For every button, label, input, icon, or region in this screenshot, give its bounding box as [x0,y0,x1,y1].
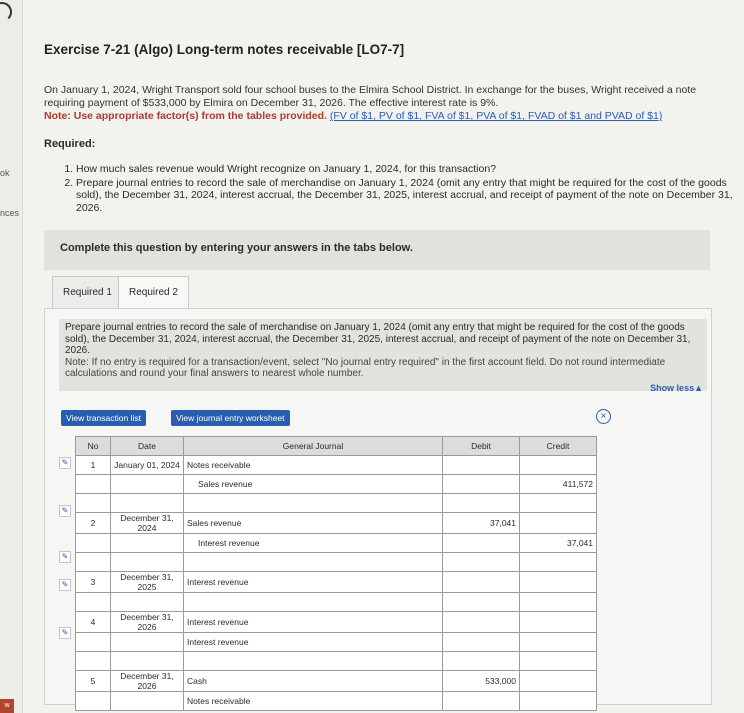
credit-field[interactable]: 37,041 [520,534,597,553]
table-row [76,652,597,671]
loading-ring-icon [0,2,12,22]
close-icon[interactable]: × [596,409,611,424]
answer-panel [44,308,712,705]
account-field[interactable]: Notes receivable [184,456,443,475]
intro-text: On January 1, 2024, Wright Transport sold four school buses to the Elmira School District. In exchange for the buses, Wright received a note requiring payment of $533,000 by Elmira on December 31, 2026. The effective interest rate is 9%. [44,84,697,109]
required-item-1: 1. How much sales revenue would Wright recognize on January 1, 2024, for this transaction? [76,163,744,176]
table-row [76,494,597,513]
table-row [76,692,597,711]
table-row [76,513,597,534]
account-field[interactable]: Interest revenue [184,633,443,652]
tab-required-1[interactable]: Required 1 [52,276,123,310]
debit-field[interactable] [443,456,520,475]
account-field[interactable] [184,593,443,612]
tab-required-2[interactable]: Required 2 [118,276,189,310]
debit-field[interactable] [443,652,520,671]
sidebar-text-ok[interactable]: ok [0,168,10,178]
debit-field[interactable] [443,553,520,572]
sidebar-badge[interactable]: w [0,699,14,713]
required-item-2: 2. Prepare journal entries to record the sale of merchandise on January 1, 2024 (omit any entry that might be required for the cost of the goods sold), the December 31, 2024, interest accrual, the December 31, 2025, interest accrual, and receipt of payment of the note on December 31, 2026. [76,177,744,215]
view-journal-worksheet-button[interactable]: View journal entry worksheet [171,410,290,426]
entry-date: December 31, 2026 [111,612,184,633]
sidebar-text-references[interactable]: nces [0,208,20,218]
instruction-band-text: Complete this question by entering your answers in the tabs below. [60,242,413,254]
credit-field[interactable] [520,652,597,671]
header-no: No [76,437,111,456]
debit-field[interactable] [443,572,520,593]
entry-no: 4 [76,612,111,633]
entry-date: December 31, 2025 [111,572,184,593]
account-field[interactable] [184,652,443,671]
entry-date: December 31, 2026 [111,671,184,692]
edit-pencil-icon[interactable]: ✎ [59,505,71,517]
edit-pencil-icon[interactable]: ✎ [59,579,71,591]
instructions-note: Note: If no entry is required for a transaction/event, select "No journal entry required" in the first account field. Do not round intermediate calculations and round your final answers to nearest whole number. [65,356,666,379]
debit-field[interactable] [443,494,520,513]
debit-field[interactable] [443,475,520,494]
header-date: Date [111,437,184,456]
journal-table [75,436,597,711]
edit-pencil-icon[interactable]: ✎ [59,627,71,639]
debit-field[interactable]: 37,041 [443,513,520,534]
page-title: Exercise 7-21 (Algo) Long-term notes receivable [LO7-7] [44,42,405,57]
required-heading: Required: [44,138,96,150]
debit-field[interactable] [443,534,520,553]
instruction-band [44,230,710,270]
table-row [76,534,597,553]
debit-field[interactable] [443,593,520,612]
credit-field[interactable] [520,633,597,652]
account-field[interactable] [184,494,443,513]
table-row [76,572,597,593]
table-row [76,553,597,572]
entry-no: 2 [76,513,111,534]
table-row [76,593,597,612]
debit-field[interactable] [443,633,520,652]
edit-pencil-icon[interactable]: ✎ [59,457,71,469]
credit-field[interactable]: 411,572 [520,475,597,494]
debit-field[interactable] [443,612,520,633]
instructions-text: Prepare journal entries to record the sale of merchandise on January 1, 2024 (omit any entry that might be required for the cost of the goods sold), the December 31, 2024, interest accrual, the December 31, 2025, interest accrual, and receipt of payment of the note on December 31, 2026. [65,322,691,356]
factor-table-links[interactable]: (FV of $1, PV of $1, FVA of $1, PVA of $1, FVAD of $1 and PVAD of $1) [329,110,663,122]
credit-field[interactable] [520,671,597,692]
account-field[interactable]: Notes receivable [184,692,443,711]
table-row [76,612,597,633]
view-transaction-list-button[interactable]: View transaction list [61,410,146,426]
problem-intro [44,84,734,123]
note-label: Note: Use appropriate factor(s) from the tables provided. [44,110,327,122]
account-field[interactable]: Cash [184,671,443,692]
header-credit: Credit [520,437,597,456]
table-row [76,633,597,652]
header-general-journal: General Journal [184,437,443,456]
credit-field[interactable] [520,513,597,534]
credit-field[interactable] [520,612,597,633]
credit-field[interactable] [520,593,597,612]
table-header-row [76,437,597,456]
table-row [76,475,597,494]
account-field[interactable]: Sales revenue [184,475,443,494]
account-field[interactable]: Sales revenue [184,513,443,534]
table-row [76,456,597,475]
credit-field[interactable] [520,572,597,593]
left-sidebar [0,0,23,713]
account-field[interactable]: Interest revenue [184,572,443,593]
entry-date: January 01, 2024 [111,456,184,475]
required-list [62,163,744,215]
debit-field[interactable]: 533,000 [443,671,520,692]
debit-field[interactable] [443,692,520,711]
show-less-link[interactable]: Show less▲ [650,383,703,393]
edit-pencil-icon[interactable]: ✎ [59,551,71,563]
credit-field[interactable] [520,553,597,572]
entry-no: 5 [76,671,111,692]
account-field[interactable] [184,553,443,572]
table-row [76,671,597,692]
panel-instructions [59,319,707,391]
credit-field[interactable] [520,692,597,711]
entry-no: 1 [76,456,111,475]
credit-field[interactable] [520,494,597,513]
header-debit: Debit [443,437,520,456]
account-field[interactable]: Interest revenue [184,534,443,553]
entry-no: 3 [76,572,111,593]
account-field[interactable]: Interest revenue [184,612,443,633]
credit-field[interactable] [520,456,597,475]
entry-date: December 31, 2024 [111,513,184,534]
